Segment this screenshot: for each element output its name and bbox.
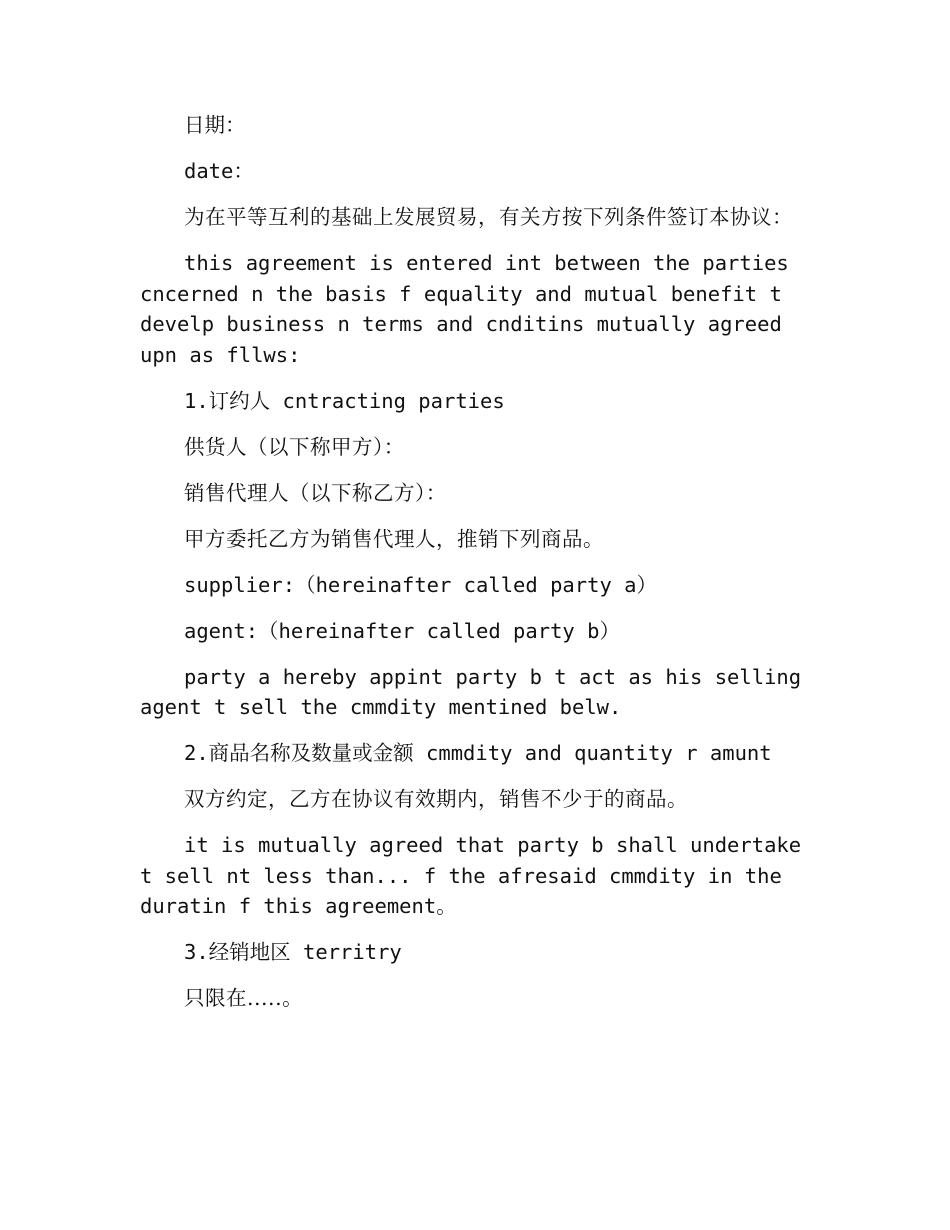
quantity-clause-cn: 双方约定，乙方在协议有效期内，销售不少于的商品。 <box>184 787 688 811</box>
date-label-en: date： <box>184 159 254 183</box>
preamble-en: this agreement is entered int between the parties cncerned n the basis f equality and mutual benefit t develp business n terms and cnditins mutually agreed upn as fllws: <box>140 251 789 367</box>
territory-clause-cn: 只限在.....。 <box>184 986 304 1010</box>
document-body <box>140 110 810 1029</box>
supplier-label-cn: 供货人（以下称甲方）： <box>184 434 405 459</box>
appointment-cn: 甲方委托乙方为销售代理人，推销下列商品。 <box>184 526 604 551</box>
section-1-heading: 1.订约人 cntracting parties <box>184 388 505 413</box>
date-label-cn: 日期： <box>184 113 246 137</box>
preamble-cn: 为在平等互利的基础上发展贸易，有关方按下列条件签订本协议： <box>184 205 793 229</box>
agent-label-cn: 销售代理人（以下称乙方）： <box>184 480 447 505</box>
appointment-en: party a hereby appint party b t act as his selling agent t sell the cmmdity mentined belw. <box>140 664 802 719</box>
quantity-clause-en: it is mutually agreed that party b shall undertake t sell nt less than... f the afresaid cmmdity in the duratin f this agreement。 <box>140 833 802 918</box>
section-3-heading: 3.经销地区 territry <box>184 940 402 964</box>
agent-label-en: agent:（hereinafter called party b） <box>184 618 620 643</box>
supplier-label-en: supplier:（hereinafter called party a） <box>184 572 657 597</box>
section-2-heading: 2.商品名称及数量或金额 cmmdity and quantity r amunt <box>184 741 772 765</box>
